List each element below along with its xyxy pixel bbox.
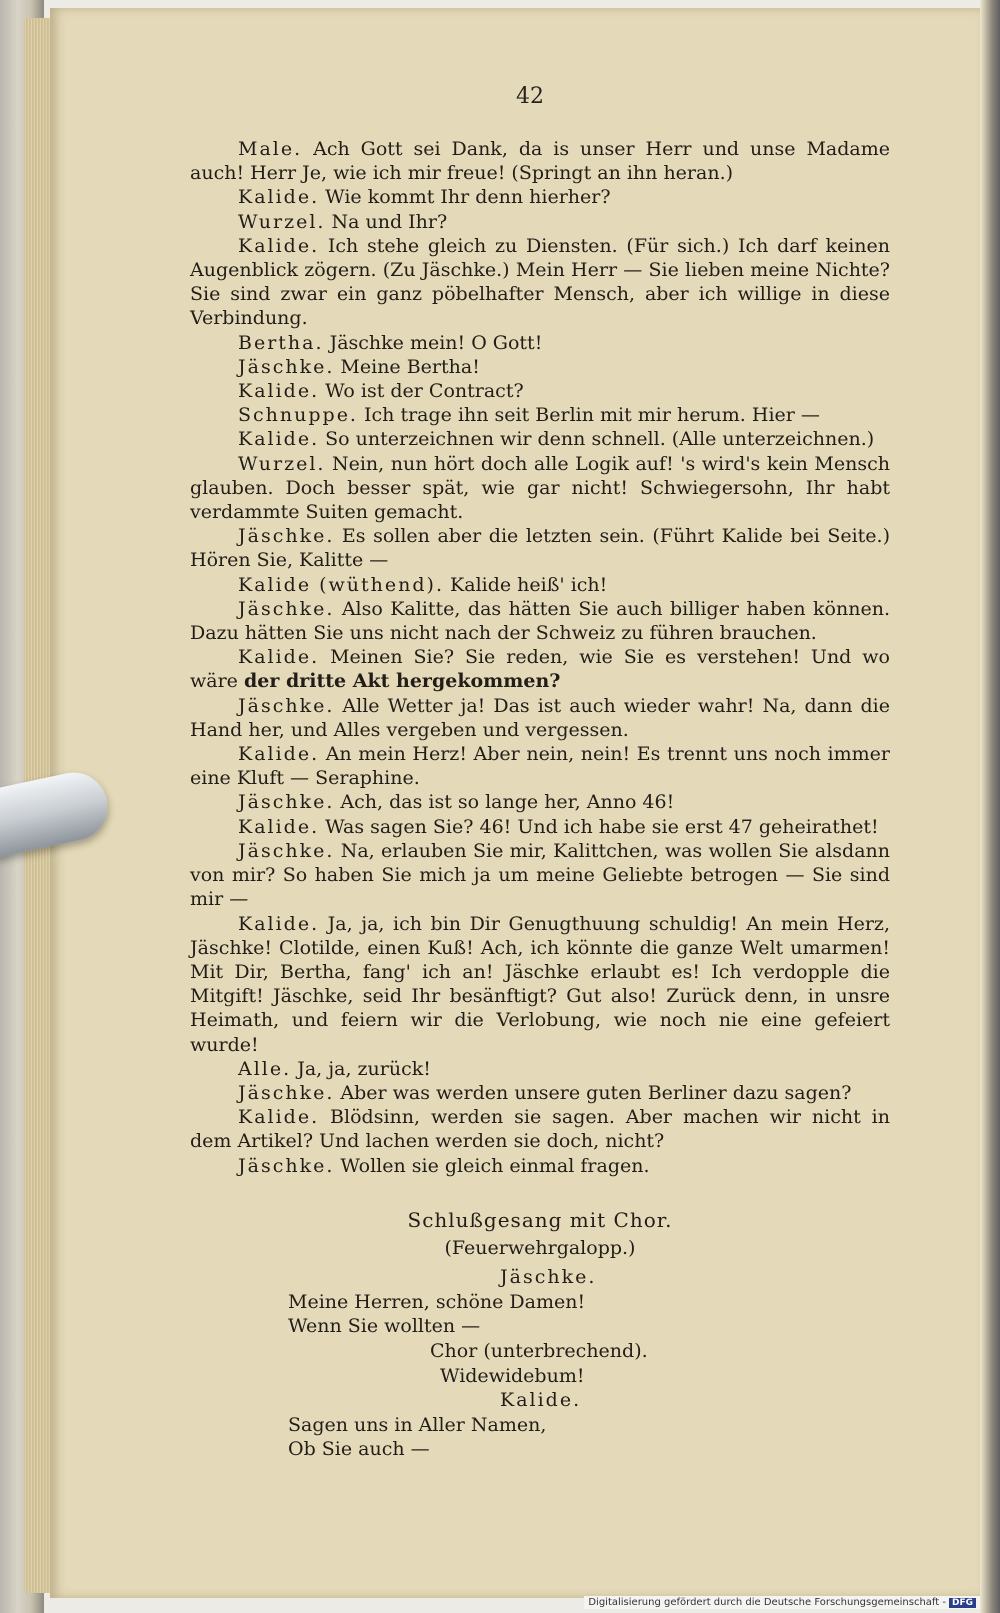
- speech-text: Ach, das ist so lange her, Anno 46!: [334, 791, 675, 814]
- speaker-name: Kalide.: [238, 912, 320, 935]
- speech-text: Wollen sie gleich einmal fragen.: [334, 1154, 650, 1177]
- dialogue-line: [190, 912, 890, 1057]
- dialogue-line: [190, 452, 890, 525]
- speaker-name: Kalide.: [238, 646, 320, 669]
- song-line: Sagen uns in Aller Namen,: [288, 1413, 547, 1436]
- speaker-name: Kalide.: [238, 743, 320, 766]
- speaker-name: Kalide (wüthend).: [238, 573, 445, 596]
- speaker-name: Jäschke.: [238, 839, 335, 862]
- dialogue-line: [190, 427, 890, 451]
- dialogue-line: [190, 1154, 890, 1178]
- speech-text: Wie kommt Ihr denn hierher?: [319, 186, 611, 209]
- speech-text: Was sagen Sie? 46! Und ich habe sie erst 47 geheirathet!: [319, 815, 879, 838]
- dialogue-line: [190, 403, 890, 427]
- page-number: 42: [516, 84, 544, 109]
- song-line: Meine Herren, schöne Damen!: [288, 1290, 586, 1313]
- speech-text: Blödsinn, werden sie sagen. Aber machen wir nicht in dem Artikel? Und lachen werden sie doch, nicht?: [190, 1106, 890, 1153]
- speech-text: Ach Gott sei Dank, da is unser Herr und unse Madame auch! Herr Je, wie ich mir freue! (Springt an ihn heran.): [190, 138, 890, 185]
- speaker-name: Jäschke.: [238, 525, 335, 548]
- speaker-name: Kalide.: [238, 428, 320, 451]
- song-line: Ob Sie auch —: [288, 1438, 430, 1461]
- speaker-name: Kalide.: [238, 234, 320, 257]
- speech-text: Kalide heiß' ich!: [444, 573, 608, 596]
- song-subheading: (Feuerwehrgalopp.): [444, 1236, 636, 1259]
- speech-text: Aber was werden unsere guten Berliner dazu sagen?: [334, 1081, 852, 1104]
- song-speaker-1: Jäschke.: [500, 1266, 597, 1289]
- dialogue-text: [190, 137, 890, 1178]
- song-chorus-line: Widewidebum!: [440, 1364, 585, 1387]
- song-chorus-label: Chor (unterbrechend).: [430, 1339, 648, 1362]
- speech-text: Also Kalitte, das hätten Sie auch billiger haben können. Dazu hätten Sie uns nicht nach der Schweiz zu führen brauchen.: [190, 597, 890, 645]
- dialogue-line: [190, 524, 890, 572]
- dialogue-line: [190, 355, 890, 379]
- speech-text: So unterzeichnen wir denn schnell. (Alle unterzeichnen.): [319, 428, 875, 451]
- dialogue-line: [190, 573, 890, 597]
- speaker-name: Male.: [238, 138, 303, 160]
- speaker-name: Jäschke.: [238, 1081, 335, 1104]
- speaker-name: Kalide.: [238, 380, 320, 403]
- speaker-name: Jäschke.: [238, 355, 335, 378]
- speech-text: Nein, nun hört doch alle Logik auf! 's wird's kein Mensch glauben. Doch besser spät, wie gar nicht! Schwiegersohn, Ihr habt verdammte Suiten gemacht.: [190, 452, 890, 524]
- dialogue-line: [190, 815, 890, 839]
- speaker-name: Alle.: [238, 1057, 292, 1080]
- closing-song: [190, 1208, 890, 1462]
- speech-text: Jäschke mein! O Gott!: [323, 331, 543, 354]
- speaker-name: Jäschke.: [238, 597, 335, 620]
- speech-text: Ja, ja, ich bin Dir Genugthuung schuldig! An mein Herz, Jäschke! Clotilde, einen Kuß! Ach, ich könnte die ganze Welt umarmen! Mit Dir, Bertha, fang' ich an! Jäschke erlaubt es! Ich verdopple die Mitgift! Jäschke, seid Ihr besänftigt? Gut also! Zurück denn, in unsre Heimath, und feiern wir die Verlobung, wie noch nie eine gefeiert wurde!: [190, 912, 890, 1056]
- speech-text: Ich trage ihn seit Berlin mit mir herum. Hier —: [357, 404, 820, 427]
- dialogue-line: [190, 694, 890, 742]
- speech-text: Wo ist der Contract?: [319, 380, 524, 403]
- speaker-name: Wurzel.: [238, 210, 326, 233]
- speaker-name: Kalide.: [238, 815, 320, 838]
- speech-text: Ja, ja, zurück!: [291, 1057, 431, 1080]
- speech-text: Meinen Sie? Sie reden, wie Sie es verstehen! Und wo wäre: [190, 646, 890, 693]
- speech-text: Na und Ihr?: [325, 210, 448, 233]
- speaker-name: Jäschke.: [238, 791, 335, 814]
- speaker-name: Jäschke.: [238, 1154, 335, 1177]
- emphasized-text: der dritte Akt hergekommen?: [243, 670, 561, 693]
- dialogue-line: [190, 839, 890, 912]
- speech-text: Na, erlauben Sie mir, Kalittchen, was wollen Sie alsdann von mir? So haben Sie mich ja um meine Geliebte betrogen — Sie sind mir —: [190, 839, 890, 911]
- book-edge-right: [980, 0, 1000, 1613]
- dialogue-line: [190, 1105, 890, 1153]
- dialogue-line: [190, 185, 890, 209]
- speaker-name: Jäschke.: [238, 694, 335, 717]
- speaker-name: Bertha.: [238, 331, 324, 354]
- song-speaker-2: Kalide.: [500, 1389, 582, 1412]
- dialogue-line: [190, 234, 890, 331]
- speech-text: An mein Herz! Aber nein, nein! Es trennt uns noch immer eine Kluft — Seraphine.: [190, 743, 890, 790]
- speech-text: Es sollen aber die letzten sein. (Führt Kalide bei Seite.) Hören Sie, Kalitte —: [190, 525, 890, 572]
- dialogue-line: [190, 331, 890, 355]
- dialogue-line: [190, 790, 890, 814]
- song-line: Wenn Sie wollten —: [288, 1315, 481, 1338]
- footer-text: Digitalisierung gefördert durch die Deutsche Forschungsgemeinschaft -: [588, 1597, 946, 1608]
- dialogue-line: [190, 742, 890, 790]
- dialogue-line: [190, 597, 890, 645]
- speech-text: Alle Wetter ja! Das ist auch wieder wahr! Na, dann die Hand her, und Alles vergeben und vergessen.: [190, 694, 890, 741]
- dialogue-line: [190, 645, 890, 693]
- song-heading: Schlußgesang mit Chor.: [407, 1208, 673, 1232]
- speech-text: Meine Bertha!: [334, 355, 480, 378]
- dialogue-line: [190, 1057, 890, 1081]
- dialogue-line: [190, 137, 890, 185]
- speaker-name: Schnuppe.: [238, 404, 358, 427]
- speaker-name: Kalide.: [238, 186, 320, 209]
- speaker-name: Wurzel.: [238, 452, 326, 475]
- dialogue-line: [190, 379, 890, 403]
- dialogue-line: [190, 210, 890, 234]
- speech-text: Ich stehe gleich zu Diensten. (Für sich.) Ich darf keinen Augenblick zögern. (Zu Jäschke.) Mein Herr — Sie lieben meine Nichte? Sie sind zwar ein ganz pöbelhafter Mensch, aber ich willige in diese Verbindung.: [190, 234, 890, 330]
- dfg-logo: DFG: [949, 1598, 976, 1608]
- dialogue-line: [190, 1081, 890, 1105]
- speaker-name: Kalide.: [238, 1106, 320, 1129]
- digitization-footer: [584, 1596, 980, 1609]
